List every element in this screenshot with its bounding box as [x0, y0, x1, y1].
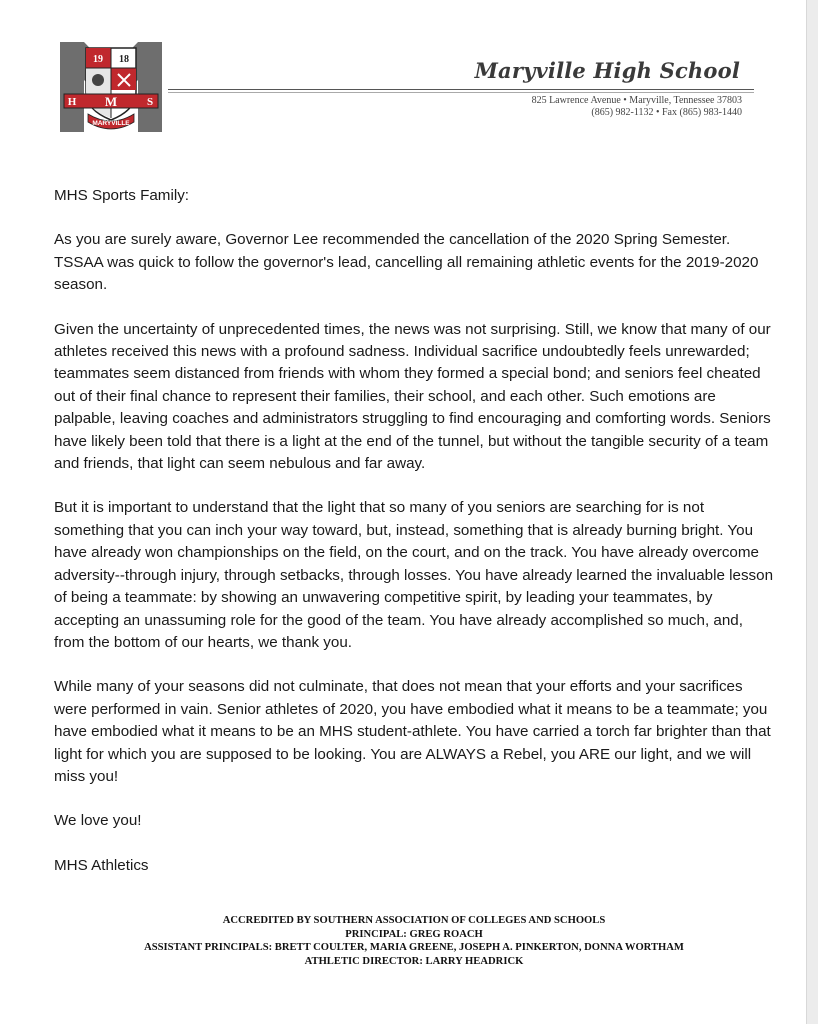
salutation: MHS Sports Family: [54, 187, 190, 204]
logo-year-right: 18 [119, 54, 129, 65]
letter-footer [54, 914, 774, 968]
paragraph: While many of your seasons did not culminate, that does not mean that your efforts and your sacrifices were performed in vain. Senior athletes of 2020, you have embodied what it means to be a teammate; you have embodied what it means to be an MHS student-athlete. You have carried a torch far brighter than that light for which you are supposed to be looking. You are ALWAYS a Rebel, you ARE our light, and we will miss you! [54, 678, 771, 785]
signature: MHS Athletics [54, 856, 149, 874]
athletic-director-line: ATHLETIC DIRECTOR: LARRY HEADRICK [304, 955, 524, 967]
accreditation-line: ACCREDITED BY SOUTHERN ASSOCIATION OF COLLEGES AND SCHOOLS [222, 915, 606, 926]
closing: We love you! [54, 812, 142, 830]
letterhead-rule [168, 89, 754, 93]
logo-banner-text: MARYVILLE [92, 120, 130, 127]
school-crest-logo [58, 40, 164, 134]
logo-letter-left: H [67, 96, 77, 108]
paragraph: But it is important to understand that the light that so many of you seniors are searching for is not something that you can inch your way toward, but, instead, something that is already burning bright. You have already won championships on the field, on the court, and on the track. You have already overcome adversity--through injury, through setbacks, through losses. You have already learned the invaluable lesson of being a teammate: by showing an unwavering competitive spirit, by leading your teammates, by accepting an unassuming role for the good of the team. You have already accomplished so much, and, from the bottom of our hearts, we thank you. [54, 499, 774, 651]
address-line: 825 Lawrence Avenue • Maryville, Tennessee 37803 [531, 95, 742, 106]
letter-body [54, 185, 774, 899]
paragraph: Given the uncertainty of unprecedented times, the news was not surprising. Still, we know that many of our athletes received this news with a profound sadness. Individual sacrifice undoubtedly feels unrewarded; teammates seem distanced from friends with whom they formed a special bond; and seniors feel cheated out of their final chance to represent their families, their school, and each other. Such emotions are palpable, leaving coaches and administrators struggling to find encouraging and comforting words. Seniors have likely been told that there is a light at the end of the tunnel, but without the tangible security of a team and friends, that light can seem nebulous and far away. [54, 320, 771, 473]
logo-letter-right: S [146, 96, 154, 108]
school-address [532, 95, 742, 119]
school-name: Maryville High School [474, 58, 740, 83]
principal-line: PRINCIPAL: GREG ROACH [345, 928, 483, 940]
logo-year-left: 19 [93, 54, 103, 65]
assistant-principals-line: ASSISTANT PRINCIPALS: BRETT COULTER, MARIA GREENE, JOSEPH A. PINKERTON, DONNA WORTHAM [144, 942, 684, 953]
phone-fax-line: (865) 982-1132 • Fax (865) 983-1440 [591, 107, 742, 118]
logo-center-letter: M [104, 94, 118, 109]
paragraph: As you are surely aware, Governor Lee recommended the cancellation of the 2020 Spring Semester. TSSAA was quick to follow the governor's lead, cancelling all remaining athletic events for the 2019-2020 season. [54, 231, 759, 294]
